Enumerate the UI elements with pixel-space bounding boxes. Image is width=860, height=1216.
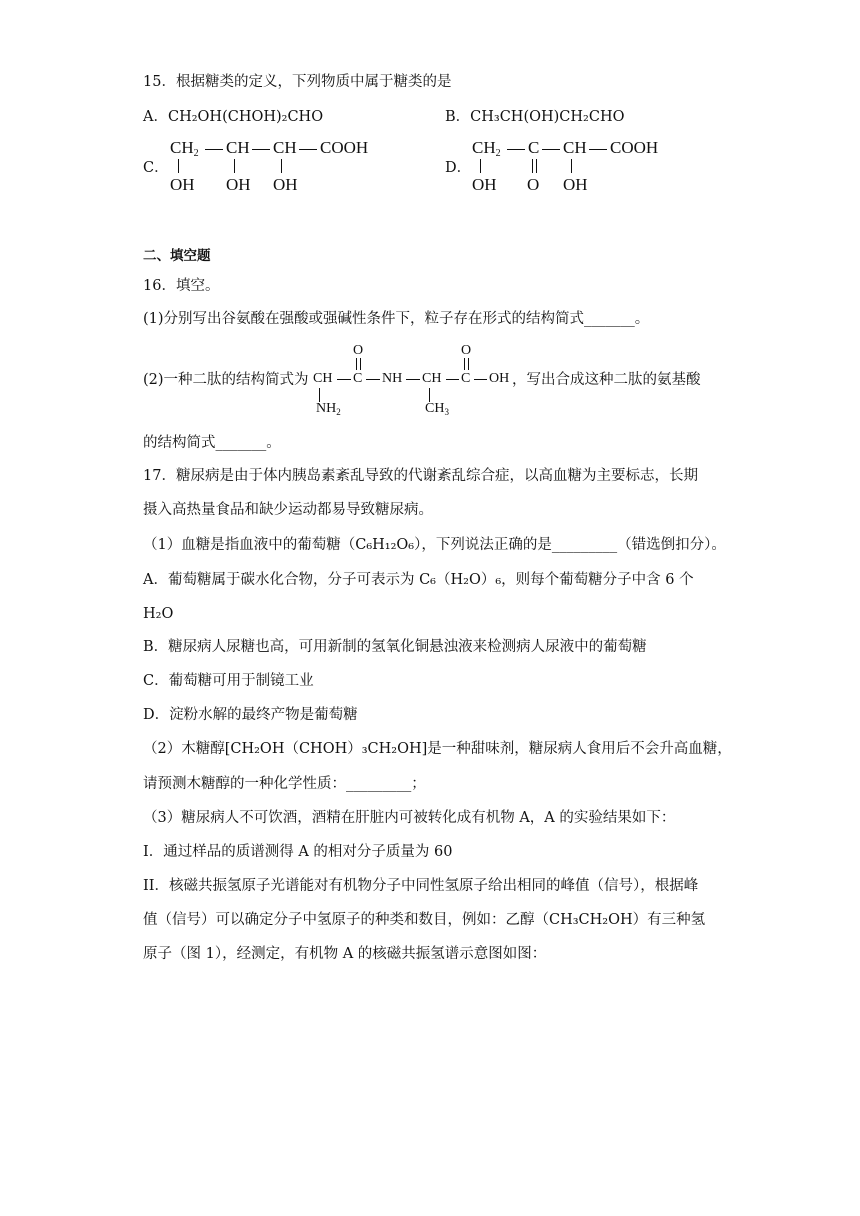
q16-part2-prefix: (2)一种二肽的结构简式为 [143,372,309,388]
option-d-label: D． [445,160,472,176]
atom-oh: OH [170,175,195,194]
bond [406,379,420,380]
atom-o: O [527,175,540,194]
atom-nh2: $NH_2$ [316,401,341,417]
q17-item-i: I．通过样品的质谱测得 A 的相对分子质量为 60 [143,844,453,860]
option-c-label: C． [143,160,169,176]
q16-part1: (1)分别写出谷氨酸在强酸或强碱性条件下，粒子存在形式的结构简式_______。 [143,311,650,327]
q17-option-a-line2: H₂O [143,606,174,622]
atom-cooh: COOH [610,138,659,157]
bond [366,379,380,380]
q17-part2-line2: 请预测木糖醇的一种化学性质：_________； [143,776,426,792]
q17-option-a-line1: A．葡萄糖属于碳水化合物，分子可表示为 C₆（H₂O）₆，则每个葡萄糖分子中含 6 个 [143,572,694,588]
option-b-label: B． [445,109,471,125]
q17-part3: （3）糖尿病人不可饮酒，酒精在肝脏内可被转化成有机物 A，A 的实验结果如下： [143,810,676,826]
q16-part2-suffix: ，写出合成这种二肽的氨基酸 [512,372,701,388]
option-b-formula: CH₃CH(OH)CH₂CHO [470,109,625,125]
option-a-formula: CH₂OH(CHOH)₂CHO [167,109,324,125]
atom-ch: CH [273,138,297,157]
atom-ch: CH [563,138,587,157]
bond [281,159,282,173]
atom-c: C [461,371,471,386]
atom-o: O [461,343,472,358]
bond [507,149,525,150]
bond [299,149,317,150]
atom-c: C [353,371,363,386]
atom-nh: NH [382,371,403,386]
bond [542,149,560,150]
atom-ch2: $CH_2$ [472,138,501,159]
double-bond [464,358,465,370]
bond [252,149,270,150]
double-bond [360,358,361,370]
q17-item-ii-line2: 值（信号）可以确定分子中氢原子的种类和数目，例如：乙醇（CH₃CH₂OH）有三种氢 [143,912,706,928]
bond [234,159,235,173]
atom-oh: OH [563,175,588,194]
q17-item-ii-line1: II．核磁共振氢原子光谱能对有机物分子中同性氢原子给出相同的峰值（信号），根据峰 [143,878,699,894]
q17-stem-line1: 17．糖尿病是由于体内胰岛素紊乱导致的代谢紊乱综合症，以高血糖为主要标志，长期 [143,468,698,484]
double-bond [468,358,469,370]
atom-ch: CH [226,138,250,157]
double-bond [536,159,537,173]
q16-stem: 16．填空。 [143,278,220,294]
q17-option-d: D．淀粉水解的最终产物是葡萄糖 [143,707,358,723]
atom-ch: CH [422,371,442,386]
bond [205,149,223,150]
bond [571,159,572,173]
atom-o: O [353,343,364,358]
q17-stem-line2: 摄入高热量食品和缺少运动都易导致糖尿病。 [143,502,433,518]
option-d-structure [472,139,692,199]
atom-cooh: COOH [320,138,369,157]
atom-ch2: $CH_2$ [170,138,199,159]
atom-c: C [528,138,540,157]
option-a-label: A． [143,109,168,125]
bond [474,379,487,380]
bond [480,159,481,173]
dipeptide-structure [313,342,513,422]
bond [589,149,607,150]
double-bond [356,358,357,370]
atom-oh: OH [273,175,298,194]
q16-part2-end: 的结构简式_______。 [143,435,281,451]
q17-option-c: C．葡萄糖可用于制镜工业 [143,673,314,689]
q15-option-b [445,107,624,127]
section-title: 二、填空题 [143,248,211,264]
q15-option-a [143,107,323,127]
double-bond [532,159,533,173]
q15-stem: 15．根据糖类的定义，下列物质中属于糖类的是 [143,74,452,90]
option-c-structure [170,139,390,199]
atom-ch3: $CH_3$ [425,401,449,417]
atom-oh: OH [489,371,510,386]
bond [337,379,351,380]
atom-oh: OH [472,175,497,194]
atom-ch: CH [313,371,333,386]
q17-item-ii-line3: 原子（图 1），经测定，有机物 A 的核磁共振氢谱示意图如图： [143,946,547,962]
q17-part2-line1: （2）木糖醇[CH₂OH（CHOH）₃CH₂OH]是一种甜味剂，糖尿病人食用后不会升高血糖， [143,741,732,757]
q17-option-b: B．糖尿病人尿糖也高，可用新制的氢氧化铜悬浊液来检测病人尿液中的葡萄糖 [143,639,647,655]
bond [446,379,459,380]
bond [178,159,179,173]
atom-oh: OH [226,175,251,194]
q17-part1: （1）血糖是指血液中的葡萄糖（C₆H₁₂O₆），下列说法正确的是_________（错选倒扣分）。 [143,537,726,553]
